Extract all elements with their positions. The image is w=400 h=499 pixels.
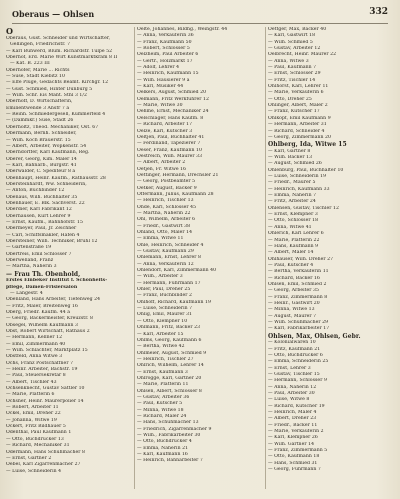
- directory-entry: — Suse, Stadt Kiebitz 10: [6, 74, 65, 80]
- directory-entry: Obsegel, Wilhelm Kaufmann 3: [6, 322, 78, 328]
- directory-entry: Ohlberg, Ida, Witwe 15: [268, 141, 347, 149]
- directory-entry: — Robert, Schlosser 5: [137, 46, 190, 52]
- directory-entry: — Hermann, Fuhrmann 17: [137, 280, 201, 286]
- directory-entry: — Anna, Näherin 12: [268, 384, 317, 390]
- directory-entry: — Luise, Schneiderin 4: [6, 468, 62, 474]
- directory-entry: Odermann, Hans Schuhmacher 8: [6, 449, 85, 455]
- directory-entry: Obertreis, Emil Schlosser 7: [6, 251, 72, 257]
- directory-entry: — Richard, Kutscher 19: [268, 403, 325, 409]
- directory-entry: Oestreich, Wilh. Maurer 33: [137, 153, 203, 159]
- directory-entry: — Heinrich, Tischler 27: [137, 356, 194, 362]
- directory-entry: — Fritz, Tischler 14: [268, 77, 316, 83]
- directory-entry: — Heinrich, Kaufmann 15: [137, 71, 199, 77]
- directory-entry: Ohlhauser, Wilh. Dreher 27: [268, 256, 334, 262]
- directory-entry: Oehme, Ernst, Mechaniker 24: [137, 109, 209, 115]
- directory-entry: Ohlmeier, August, Schmied 9: [137, 350, 207, 356]
- directory-entry: — Otto, Buchdrucker 4: [137, 439, 192, 445]
- directory-entry: — Karl, Kaufmann 16: [137, 452, 188, 458]
- directory-entry: — Albert, Dreher 23: [268, 416, 317, 422]
- directory-entry: Obermann, Bernh. Schneider,: [6, 131, 77, 137]
- header-title: Oberaus — Ohlsen: [12, 9, 95, 19]
- directory-entry: — Albert, Tischler 43: [6, 379, 57, 385]
- directory-entry: — Franz, Zimmermann 5: [268, 448, 328, 453]
- directory-entry: Ohlhorst, Karl, Lehrer 11: [268, 84, 329, 90]
- directory-entry: — Gartenstraße 19: [6, 245, 52, 251]
- directory-entry: Oettinger, Hermann, Drechsler 21: [137, 172, 219, 178]
- directory-entry: Oelzheim, Paul Arbeiter 6: [137, 52, 199, 58]
- directory-entry: — Gust. Schmied, Hinter Dünburg 5: [6, 86, 93, 92]
- directory-entry: — Ernst, Gärtner 2: [6, 455, 52, 461]
- directory-entry: Ochsner, Heinr. Maurerpolier 14: [6, 398, 84, 404]
- directory-entry: Obermeyer, Paul, Jr. Zeichner: [6, 226, 77, 232]
- directory-entry: — Emma, Schneiderin 25: [268, 359, 329, 365]
- directory-entry: Oberhausen, Kurt Lehrer 9: [6, 213, 71, 219]
- directory-entry: Obenhauer, E. Blk. Sachverst. 22: [6, 200, 85, 206]
- directory-entry: — Gustav, Arbeiter 12: [268, 46, 321, 52]
- directory-entry: — Emma, Näherin 7: [268, 193, 317, 199]
- directory-entry: — Reinh. Schmiedergesell, Kummerfeld 4: [6, 112, 106, 118]
- directory-entry: — Georg, Bäckermeister, Kreuzstr. 8: [6, 316, 93, 322]
- directory-entry: — Kat. B. 223 III: [10, 61, 50, 67]
- directory-entry: — Wilh. Bäcker 13: [268, 155, 313, 161]
- directory-entry: — Georg, Arbeiter 35: [268, 288, 319, 294]
- directory-entry: — Karl, Bahnarb., Burgstr. 41: [6, 162, 77, 168]
- directory-entry: — Anna, Witwe 41: [268, 224, 312, 230]
- directory-entry: — Marie, Witwe 30: [137, 103, 183, 109]
- directory-entry: — Robert, Arbeiter 11: [6, 405, 59, 411]
- directory-entry: — Wilh. Schr. Eis Mant. Sthl 3 1/2: [6, 93, 87, 99]
- directory-entry: — Fritz, Arbeiter 24: [268, 199, 316, 205]
- directory-entry: — Wilh. Schuhmacher 29: [268, 319, 329, 325]
- directory-entry: Oberholtz, Theod. Mechaniker, Ost. 67: [6, 124, 99, 130]
- directory-entry: — Friedr., Maurer 5: [268, 180, 316, 186]
- directory-entry: Oelze, Karl, Kutscher 3: [137, 128, 193, 134]
- directory-entry: Odenthal, Paul Kaufmann 1: [6, 430, 72, 436]
- directory-entry: Oelschläger, Hans Kaufm. 8: [137, 115, 204, 121]
- directory-entry: — Gustav, Tischler 15: [268, 371, 320, 377]
- directory-entry: — Wilh. Koch Brauerstr. 15: [6, 137, 71, 143]
- directory-entry: Ohlerich, Karl Lehrer 6: [268, 231, 324, 237]
- directory-entry: — Gertr., Holzmarkt 17: [137, 58, 193, 64]
- directory-entry: — Heinrich, Tischler 13: [137, 198, 194, 204]
- directory-entry: — Hans, Schmied 31: [268, 460, 318, 466]
- directory-entry: Oberwalder, C. Spediteur 8 a: [6, 169, 76, 175]
- directory-entry: Oberndörffer, Karl Kaufmann, Reg.: [6, 150, 90, 156]
- directory-entry: — Frau Th. Obenhold,: [6, 270, 81, 278]
- directory-entry: Ohl, Wilhelm, Arbeiter 6: [137, 217, 196, 223]
- page-number: 332: [369, 7, 388, 17]
- directory-entry: — Karl, Gastwirt 18: [268, 33, 316, 39]
- directory-entry: Ohland, Otto, Maler 14: [137, 230, 193, 235]
- directory-entry: Oberdier, Karl Fabrikant 12: [6, 207, 72, 213]
- directory-entry: — Fritz, Maler, Breitenweg 16: [6, 303, 78, 309]
- directory-entry: — Elfe Plüge, Gedachts Beamt. Kirchgr. 12: [6, 80, 109, 86]
- directory-entry: Oetker, August, Bäcker 9: [137, 185, 197, 191]
- directory-entry: Ohlsen, Emil, Schmied 2: [268, 281, 327, 287]
- directory-entry: Ochs, Franz Postschaffner 7: [6, 360, 74, 366]
- directory-entry: Oetjen, Fr. Witwe 16: [137, 166, 187, 172]
- directory-entry: — Anna, Witwe 3: [268, 58, 309, 64]
- directory-entry: — Friedr., Bäcker 11: [268, 422, 318, 428]
- directory-entry: Oelkers, August, Schmied 20: [137, 90, 207, 96]
- directory-entry: — Luise, Schneiderin 7: [137, 306, 193, 312]
- directory-entry: — Wilh., Arbeiter 3: [137, 274, 183, 280]
- directory-entry: Ohler, Paul, Dreher 25: [137, 287, 191, 293]
- directory-entry: — Franz, Zimmermann 8: [268, 294, 328, 300]
- directory-entry: — Richard, Mechaniker 31: [6, 443, 70, 449]
- directory-entry: — Wilh. Hausierer 9 a: [137, 77, 190, 83]
- directory-entry: pflege, Damen-Frisiersalon: [6, 284, 78, 290]
- directory-entry: Oberg, Friedr. Kaufm. 44 a: [6, 309, 71, 315]
- directory-entry: — Marie, Plätterin 22: [268, 237, 320, 243]
- directory-entry: — Emma, Näherin 21: [137, 445, 189, 451]
- directory-entry: — Kolonialwaren 10: [268, 340, 316, 346]
- directory-entry: — Hans, Schuhmacher 13: [137, 420, 199, 426]
- directory-entry: Oberer, Georg, Kim. Maler 14: [6, 156, 77, 162]
- directory-entry: — Karl, Arbeiter 15: [137, 331, 184, 337]
- directory-entry: — Albert, Arbeiter 2: [137, 160, 186, 166]
- column-3: [268, 27, 394, 493]
- directory-entry: — Friedrich, Zigarrenmacher 9: [137, 426, 212, 432]
- directory-entry: Oberaus, Gust. Schneider und Wirtschafter,: [6, 36, 111, 41]
- directory-entry: — Anna, Verkäuferin 36: [137, 33, 194, 39]
- directory-entry: — Paul, Arbeiter 30: [268, 390, 315, 396]
- directory-entry: Ohlmann, Fritz, Bäcker 23: [137, 325, 201, 331]
- directory-entry: — Martha, Näherin 3: [6, 264, 57, 270]
- directory-entry: — Richard, Maler 24: [137, 413, 187, 419]
- column-divider: [265, 27, 266, 489]
- directory-entry: — Albert, Arbeiter, Wöpkenstr. 54: [6, 143, 87, 149]
- directory-entry: — Wilh., Fabrikarbeiter 30: [137, 433, 201, 438]
- directory-entry: — Gustav, Kaufmann 29: [137, 249, 194, 255]
- directory-entry: Obenhaupt, Heinr. Kaufm., Rathausstr. 28: [6, 175, 106, 181]
- directory-entry: Ohlsen, Albert, Schlosser 8: [137, 388, 202, 394]
- directory-entry: — Richard, Schneider 4: [268, 128, 325, 134]
- directory-entry: — Georg, Zimmermann 20: [268, 134, 331, 140]
- directory-entry: — Johanna, Witwe 19: [6, 417, 57, 423]
- directory-entry: — Otto, Schlosser 18: [268, 218, 319, 224]
- directory-entry: — Otto, Klempner 10: [137, 318, 188, 324]
- directory-entry: — Bertha, Verkäuferin 11: [268, 269, 329, 275]
- directory-entry: — Karl Buhwerd, Blum. Richardstr. Tulpe 52: [6, 48, 113, 54]
- directory-entry: — Ferdinand, Tapezierer 7: [137, 141, 201, 147]
- directory-entry: — Otto, Buchdrucker 13: [6, 436, 64, 442]
- directory-entry: — August, Schmied 26: [268, 161, 322, 167]
- directory-entry: — Bertha, Witwe 42: [137, 344, 185, 350]
- directory-entry: Oeltjen, Paul, Buchhalter 41: [137, 134, 205, 140]
- directory-entry: — Paul, Kaufmann 7: [268, 65, 317, 71]
- directory-entry: — Richard, Bäcker 16: [268, 275, 320, 281]
- directory-entry: — Wilh. Schlachter, Marktplatz 15: [6, 348, 88, 353]
- directory-entry: Ohlhoff, Richard, Kaufmann 19: [137, 299, 211, 305]
- directory-entry: — Wilh. Gärtner 14: [268, 441, 315, 447]
- directory-entry: Obersteiner, Wilh. Techniker, Brühl 12: [6, 239, 98, 244]
- directory-entry: — Marie, Plätterin 11: [137, 382, 189, 388]
- directory-entry: Ohlrogge, Karl, Gärtner 20: [137, 375, 202, 381]
- directory-entry: — Emma, Witwe 11: [137, 236, 184, 242]
- directory-entry: — Friedr., Gastwirt 38: [137, 223, 191, 229]
- directory-entry: Ohlkopf, Emil Kaufmann 9: [268, 115, 331, 121]
- directory-entry: Oelmann, Fritz Werkführer 12: [137, 96, 209, 102]
- directory-entry: Obstfeld, Anna Witwe 3: [6, 354, 63, 360]
- directory-entry: — Paul, Kutscher 5: [137, 401, 183, 407]
- directory-entry: Oberhoff, D. Wirtschafterin,: [6, 99, 73, 105]
- directory-entry: — Paul, Steuersekretär 8: [6, 373, 66, 379]
- directory-entry: Oebel, Karl Zigarrenmacher 27: [6, 462, 81, 468]
- directory-entry: Oeser, Franz, Kaufmann 10: [137, 147, 202, 153]
- directory-entry: — Martha, Näherin 22: [137, 210, 191, 216]
- directory-entry: — Karl, Klempner 26: [268, 435, 318, 441]
- directory-entry: O: [6, 27, 14, 36]
- directory-entry: Ohlrich, Wilhelm, Lehrer 14: [137, 363, 204, 369]
- directory-entry: Ohlensen, Gustav, Tischler 12: [268, 205, 339, 211]
- directory-entry: — Marie, Verkäuferin 6: [268, 90, 324, 96]
- directory-entry: — Minna, Witwe 13: [268, 307, 315, 313]
- directory-entry: — Anna, Verkäuferin 12: [137, 261, 194, 267]
- directory-entry: — Marie, Plätterin 6: [6, 392, 55, 398]
- page-header: [12, 5, 388, 24]
- directory-entry: — Franz, Kutscher 17: [268, 109, 320, 115]
- column-divider: [134, 27, 135, 489]
- directory-entry: Ohlsen, Max, Ohlsen, Gebr.: [268, 332, 361, 340]
- directory-entry: — Otto, Dreher 25: [268, 96, 312, 102]
- directory-entry: Obenaus, Wilh. Buchhalter 35: [6, 194, 78, 200]
- directory-entry: — Franz, Buchbinder 2: [137, 293, 192, 299]
- directory-entry: — August, Maurer 7: [268, 313, 317, 319]
- directory-entry: Ohde, Karl, Schlosser 45: [137, 204, 197, 210]
- directory-entry: — Carl, Schiffsmakler, Hafen 4: [6, 232, 80, 238]
- directory-entry: — Heinr., Gastwirt 20: [268, 300, 320, 306]
- directory-entry: — (Dammkr.) Suse, Stadt 26: [6, 118, 74, 124]
- directory-entry: — Georg, Postbeamter 5: [137, 179, 196, 185]
- directory-entry: Ohlinger, Albert, Maler 2: [268, 103, 328, 109]
- directory-entry: Obst, Robert Wirtschaft, Rathaus 2: [6, 328, 90, 334]
- directory-entry: — Heinr. Arbeiter, Bachstr. 19: [6, 367, 78, 373]
- directory-entry: — Fritz, Kaufmann 21: [268, 346, 321, 352]
- directory-entry: Ockert, Fritz Bildhauer 5: [6, 424, 66, 430]
- directory-entry: Ohlenburg, Paul, Buchhalter 10: [268, 167, 344, 173]
- directory-entry: Oberwelland, Franz: [6, 258, 54, 264]
- directory-entry: — Hermann, Kellner 12: [6, 335, 63, 341]
- directory-entry: — Albert, Maler 14: [268, 250, 314, 256]
- directory-entry: Oberhofer, Marie ... Richts: [6, 67, 70, 73]
- directory-entry: — Luise, Witwe 8: [268, 397, 310, 403]
- directory-entry: — Gustav, Arbeiter 36: [137, 394, 190, 400]
- directory-entry: — Anton, Buchbinder 12: [6, 188, 65, 194]
- directory-entry: — Heinrich, Kaufmann 33: [268, 186, 330, 192]
- directory-entry: Ohle, Heinrich, Schneider 4: [137, 242, 204, 248]
- column-1: [6, 27, 134, 493]
- directory-entry: Obersteinhardt, Ww. Schneiderin,: [6, 181, 87, 187]
- directory-entry: Emilientwende 3 Ansfr 7 a: [6, 105, 70, 111]
- directory-entry: — Paul, Kutscher 4: [268, 262, 314, 268]
- directory-entry: Offermann, Julius, Kaufmann 28: [137, 191, 214, 197]
- directory-entry: — Karl, Musiker 44: [137, 84, 184, 90]
- directory-entry: — Karl, Fabrikarbeiter 17: [268, 326, 330, 332]
- directory-entry: — Ernst, Kaufmann 3: [137, 369, 188, 375]
- directory-entry: Oelte, Johannes, Bildhg., Weingstr. 44: [137, 27, 228, 32]
- directory-entry: — Ernst, Lehrer 3: [268, 365, 311, 371]
- directory-entry: — Wilh. Schmied 5: [268, 39, 313, 45]
- directory-entry: — Otto, Buchdrucker 6: [268, 352, 323, 358]
- directory-entry: — Emil, Zimmermann 40: [6, 341, 66, 347]
- column-2: [137, 27, 265, 493]
- directory-entry: — Heinrich, Bahnarbeiter 7: [137, 458, 203, 464]
- directory-entry: — Franz, Kaufmann 50: [137, 39, 192, 45]
- directory-entry: Oberhof, Erd. Marie Wirt Kunstmarktkram 8 II: [6, 55, 118, 61]
- directory-entry: — Otto, Kaufmann 18: [268, 454, 320, 460]
- directory-entry: — Hermann, Schlosser 9: [268, 378, 327, 384]
- directory-entry: Ockel, Emil, Dreher 22: [6, 411, 61, 417]
- directory-entry: — Ernst, Schlosser 29: [268, 71, 321, 77]
- directory-entry: Erstes Einbeker Institut f. Schönheits-: [6, 278, 108, 284]
- directory-entry: Obenland, Hans Arbeiter, Tiefenweg 24: [6, 297, 101, 303]
- directory-entry: — Langestr. 4: [10, 290, 43, 296]
- directory-entry: Gellingen, Friedrichstr. 7: [10, 42, 71, 48]
- directory-entry: — Luise, Schneiderin 19: [268, 174, 327, 180]
- directory-entry: — Heinrich, Maler 4: [268, 409, 317, 415]
- directory-entry: Ohlendorf, Karl, Zimmermann 40: [137, 268, 217, 274]
- directory-entry: Ohlemann, Ernst, Lehrer 8: [137, 255, 201, 261]
- directory-entry: — Hans, Kaufmann 9: [268, 243, 319, 249]
- directory-entry: Ohlig, Emil, Maurer 31: [137, 312, 193, 318]
- directory-entry: — Ernst, Klempner 3: [268, 212, 318, 218]
- directory-entry: Ohlms, Georg, Kaufmann 6: [137, 337, 202, 343]
- directory-entry: Ochsenknecht, Gustav Sattler 10: [6, 386, 85, 392]
- directory-entry: — Richard, Arbeiter 17: [137, 122, 193, 128]
- directory-entry: — Ernst, Kaufm., Bahnhofstr. 15: [6, 219, 83, 225]
- directory-entry: — Adolf, Lehrer 4: [137, 65, 180, 71]
- directory-entry: — Hermann, Arbeiter 31: [268, 122, 327, 128]
- directory-entry: Oelbrecht, Heinr. Maurer 22: [268, 52, 337, 58]
- directory-entry: — Karl, Gärtner 8: [268, 148, 311, 154]
- directory-entry: — Minna, Witwe 18: [137, 407, 184, 413]
- directory-entry: — Georg, Fuhrmann 7: [268, 467, 321, 473]
- directory-entry: — Marie, Verkäuferin 2: [268, 428, 324, 434]
- directory-entry: Oettger, Max, Bäcker 40: [268, 27, 327, 32]
